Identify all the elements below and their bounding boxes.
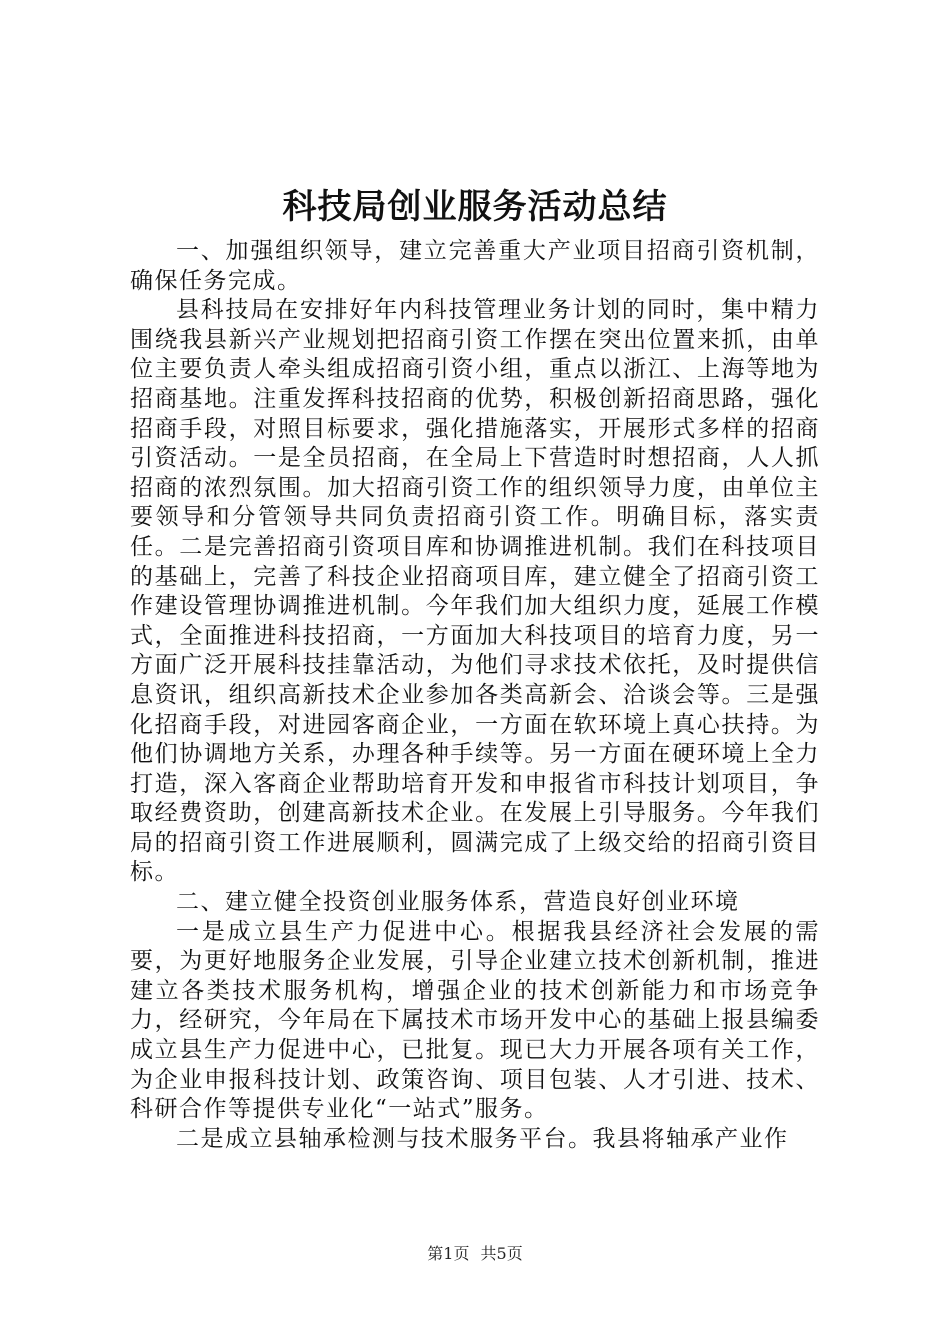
paragraph-section-2-heading: 二、建立健全投资创业服务体系，营造良好创业环境 <box>176 889 740 916</box>
page-number: 第1页 <box>427 1244 470 1263</box>
document-body <box>130 237 820 1154</box>
paragraph-section-2-item-2: 二是成立县轴承检测与技术服务平台。我县将轴承产业作 <box>176 1125 789 1152</box>
page-footer <box>0 1242 950 1266</box>
document-title: 科技局创业服务活动总结 <box>282 187 668 227</box>
paragraph-section-2-item-1: 一是成立县生产力促进中心。根据我县经济社会发展的需要，为更好地服务企业发展，引导企业建立技术创新机制，推进建立各类技术服务机构，增强企业的技术创新能力和市场竞争力，经研究，今年局在下属技术市场开发中心的基础上报县编委成立县生产力促进中心，已批复。现已大力开展各项有关工作，为企业申报科技计划、政策咨询、项目包装、人才引进、技术、科研合作等提供专业化“一站式”服务。 <box>130 918 820 1123</box>
paragraph-section-1-heading: 一、加强组织领导，建立完善重大产业项目招商引资机制，确保任务完成。 <box>130 238 820 294</box>
page-total: 共5页 <box>480 1244 523 1263</box>
paragraph-section-1-body: 县科技局在安排好年内科技管理业务计划的同时，集中精力围绕我县新兴产业规划把招商引资工作摆在突出位置来抓，由单位主要负责人牵头组成招商引资小组，重点以浙江、上海等地为招商基地。注重发挥科技招商的优势，积极创新招商思路，强化招商手段，对照目标要求，强化措施落实，开展形式多样的招商引资活动。一是全员招商，在全局上下营造时时想招商，人人抓招商的浓烈氛围。加大招商引资工作的组织领导力度，由单位主要领导和分管领导共同负责招商引资工作。明确目标，落实责任。二是完善招商引资项目库和协调推进机制。我们在科技项目的基础上，完善了科技企业招商项目库，建立健全了招商引资工作建设管理协调推进机制。今年我们加大组织力度，延展工作模式，全面推进科技招商，一方面加大科技项目的培育力度，另一方面广泛开展科技挂靠活动，为他们寻求技术依托，及时提供信息资讯，组织高新技术企业参加各类高新会、洽谈会等。三是强化招商手段，对进园客商企业，一方面在软环境上真心扶持。为他们协调地方关系，办理各种手续等。另一方面在硬环境上全力打造，深入客商企业帮助培育开发和申报省市科技计划项目，争取经费资助，创建高新技术企业。在发展上引导服务。今年我们局的招商引资工作进展顺利，圆满完成了上级交给的招商引资目标。 <box>130 297 820 886</box>
